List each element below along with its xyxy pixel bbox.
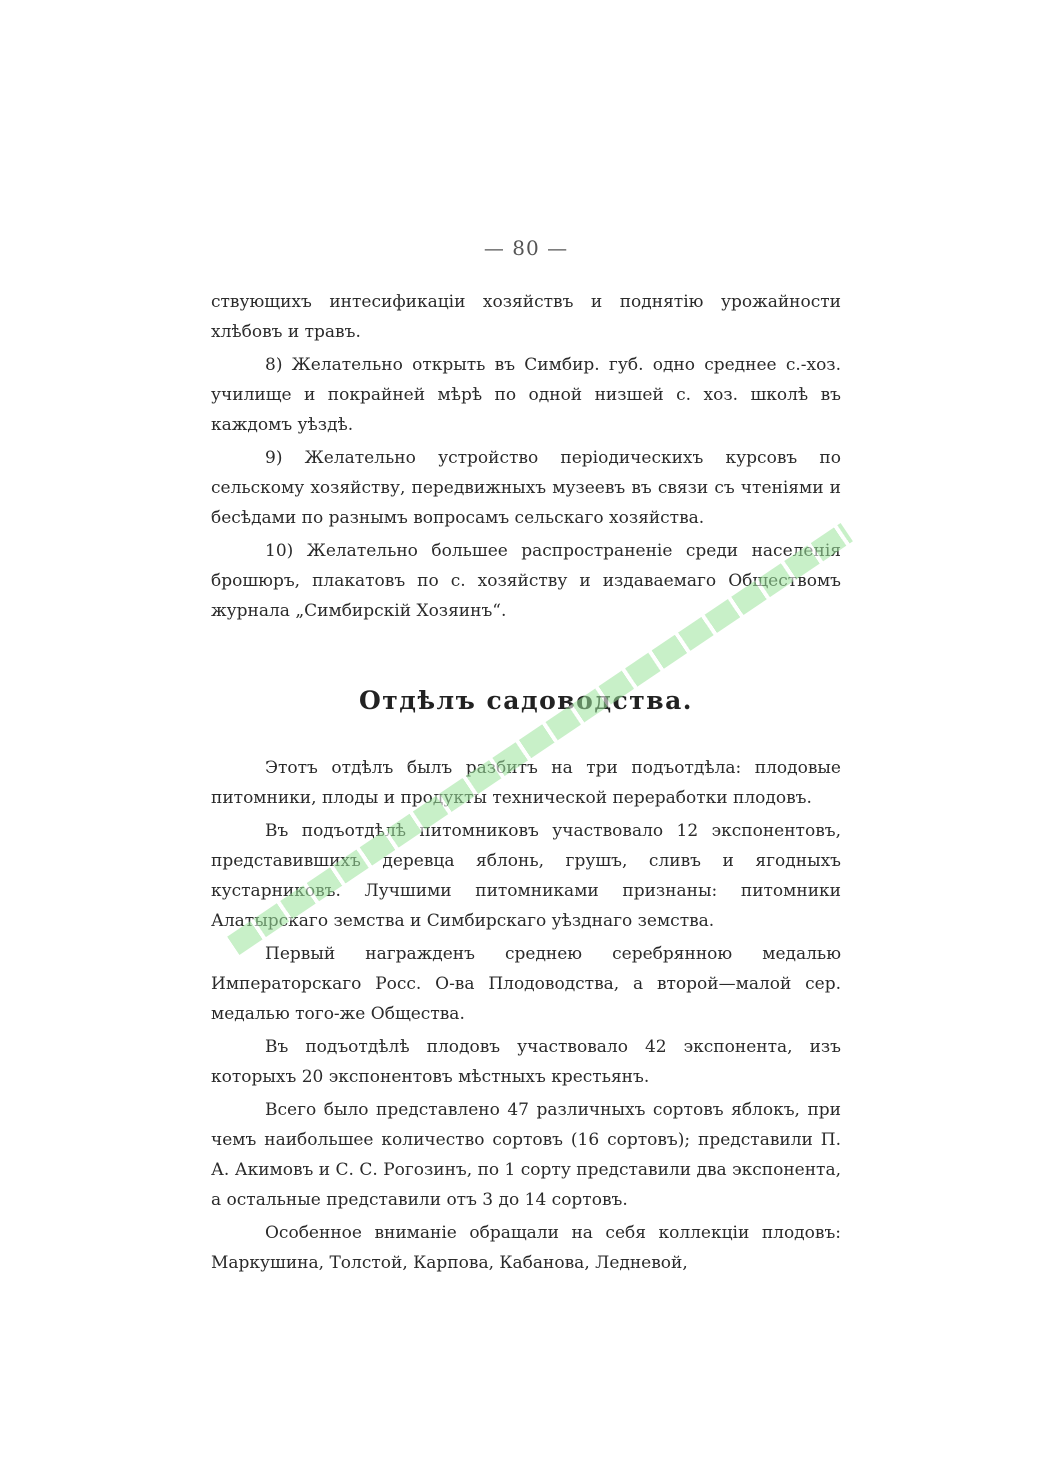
paragraph: Въ подъотдѣлѣ питомниковъ участвовало 12 экспонентовъ, представившихъ деревца яблонь, грушъ, сливъ и ягодныхъ кустарниковъ. Лучшими питомниками признаны: питомники Алатырскаго земства и Симбирскаго уѣзднаго земства. [211,821,841,931]
paragraph: Въ подъотдѣлѣ плодовъ участвовало 42 экспонента, изъ которыхъ 20 экспонентовъ мѣстныхъ крестьянъ. [211,1037,841,1087]
paragraph: 9) Желательно устройство періодическихъ курсовъ по сельскому хозяйству, передвижныхъ музеевъ въ связи съ чтеніями и бесѣдами по разнымъ вопросамъ сельскаго хозяйства. [211,448,841,528]
paragraph: 10) Желательно большее распространеніе среди населенія брошюръ, плакатовъ по с. хозяйству и издаваемаго Обществомъ журнала „Симбирскій Хозяинъ“. [211,541,841,621]
paragraph: Всего было представлено 47 различныхъ сортовъ яблокъ, при чемъ наибольшее количество сортовъ (16 сортовъ); представили П. А. Акимовъ и С. С. Рогозинъ, по 1 сорту представили два экспонента, а остальные представили отъ 3 до 14 сортовъ. [211,1100,841,1210]
page-number: — 80 — [483,236,569,260]
section-heading: Отдѣлъ садоводства. [359,686,693,715]
paragraph: Этотъ отдѣлъ былъ разбитъ на три подъотдѣла: плодовые питомники, плоды и продукты технической переработки плодовъ. [211,758,841,808]
bottom-text-block [211,753,841,1281]
paragraph: 8) Желательно открыть въ Симбир. губ. одно среднее с.-хоз. училище и покрайней мѣрѣ по одной низшей с. хоз. школѣ въ каждомъ уѣздѣ. [211,355,841,435]
top-text-block [211,287,841,629]
paragraph: Особенное вниманіе обращали на себя коллекціи плодовъ: Маркушина, Толстой, Карпова, Кабанова, Ледневой, [211,1223,841,1273]
paragraph: Первый награжденъ среднею серебрянною медалью Императорскаго Росс. О-ва Плодоводства, а второй—малой сер. медалью того-же Общества. [211,944,841,1024]
paragraph: ствующихъ интесификаціи хозяйствъ и поднятію урожайности хлѣбовъ и травъ. [211,292,841,342]
